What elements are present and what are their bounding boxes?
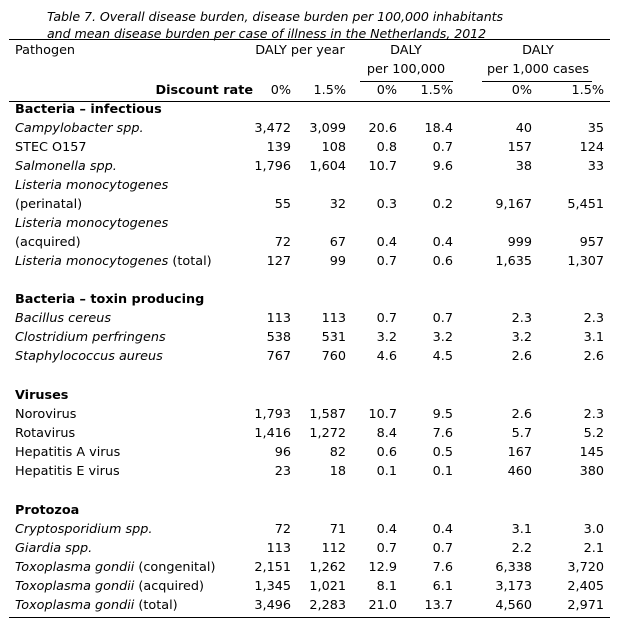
pathogen-name bbox=[15, 579, 204, 595]
table-cell: 5.2 bbox=[583, 426, 604, 441]
table-cell: 3,173 bbox=[495, 579, 532, 594]
table-cell: 2,283 bbox=[309, 598, 346, 613]
table-cell: 0.4 bbox=[432, 522, 453, 537]
table-cell: 3,472 bbox=[254, 121, 291, 136]
table-cell: 23 bbox=[274, 464, 291, 479]
header-pct-0-a: 0% bbox=[270, 83, 291, 98]
table-cell: 113 bbox=[266, 311, 291, 326]
table-cell: 21.0 bbox=[368, 598, 397, 613]
header-rule-100000 bbox=[360, 81, 453, 82]
pathogen-name bbox=[15, 464, 120, 480]
table-cell: 3,720 bbox=[567, 560, 604, 575]
table-cell: 0.4 bbox=[376, 522, 397, 537]
table-cell: 1,416 bbox=[254, 426, 291, 441]
table-top-rule bbox=[9, 39, 610, 40]
table-cell: 0.1 bbox=[376, 464, 397, 479]
header-pct-15-c: 1.5% bbox=[571, 83, 604, 98]
table-cell: 2,971 bbox=[567, 598, 604, 613]
table-cell: 55 bbox=[274, 197, 291, 212]
pathogen-name bbox=[15, 311, 111, 327]
pathogen-qualifier: (acquired) bbox=[15, 235, 81, 250]
table-cell: 12.9 bbox=[368, 560, 397, 575]
table-cell: 8.4 bbox=[376, 426, 397, 441]
table-cell: 99 bbox=[329, 254, 346, 269]
table-cell: 113 bbox=[266, 541, 291, 556]
header-pathogen: Pathogen bbox=[15, 43, 76, 58]
table-cell: 2.6 bbox=[583, 349, 604, 364]
table-cell: 6.1 bbox=[432, 579, 453, 594]
pathogen-label: Hepatitis E virus bbox=[15, 464, 120, 479]
table-cell: 460 bbox=[507, 464, 532, 479]
table-cell: 33 bbox=[587, 159, 604, 174]
table-cell: 4.6 bbox=[376, 349, 397, 364]
table-cell: 1,587 bbox=[309, 407, 346, 422]
pathogen-name bbox=[15, 159, 117, 175]
pathogen-qualifier: (acquired) bbox=[134, 579, 205, 594]
pathogen-label: Toxoplasma gondii bbox=[15, 560, 135, 575]
pathogen-name bbox=[15, 330, 166, 346]
pathogen-name bbox=[15, 407, 76, 423]
table-cell: 0.7 bbox=[376, 311, 397, 326]
table-cell: 0.4 bbox=[376, 235, 397, 250]
table-cell: 0.7 bbox=[432, 311, 453, 326]
pathogen-label: Rotavirus bbox=[15, 426, 76, 441]
table-bottom-rule bbox=[9, 617, 610, 618]
table-cell: 5,451 bbox=[567, 197, 604, 212]
caption-line-2: and mean disease burden per case of illness in the Netherlands, 2012 bbox=[47, 25, 487, 41]
table-cell: 18 bbox=[329, 464, 346, 479]
table-cell: 145 bbox=[579, 445, 604, 460]
table-cell: 0.8 bbox=[376, 140, 397, 155]
table-cell: 6,338 bbox=[495, 560, 532, 575]
pathogen-name bbox=[15, 560, 215, 576]
table-cell: 1,793 bbox=[254, 407, 291, 422]
table-cell: 1,796 bbox=[254, 159, 291, 174]
table-cell: 35 bbox=[587, 121, 604, 136]
table-cell: 0.4 bbox=[432, 235, 453, 250]
pathogen-name bbox=[15, 598, 178, 614]
pathogen-name bbox=[15, 426, 75, 442]
table-cell: 0.7 bbox=[432, 541, 453, 556]
header-daly-per-year: DALY per year bbox=[255, 43, 345, 58]
table-cell: 9,167 bbox=[495, 197, 532, 212]
table-cell: 5.7 bbox=[511, 426, 532, 441]
table-cell: 3.1 bbox=[511, 522, 532, 537]
pathogen-name bbox=[15, 178, 168, 194]
table-cell: 2,405 bbox=[567, 579, 604, 594]
table-cell: 2.3 bbox=[511, 311, 532, 326]
table-cell: 3.2 bbox=[376, 330, 397, 345]
table-cell: 0.5 bbox=[432, 445, 453, 460]
table-cell: 3.0 bbox=[583, 522, 604, 537]
pathogen-label: STEC O157 bbox=[15, 140, 87, 155]
table-cell: 0.3 bbox=[376, 197, 397, 212]
pathogen-name bbox=[15, 216, 168, 232]
table-cell: 124 bbox=[579, 140, 604, 155]
section-title: Protozoa bbox=[15, 503, 80, 518]
table-cell: 108 bbox=[321, 140, 346, 155]
table-cell: 32 bbox=[329, 197, 346, 212]
pathogen-label: Salmonella spp. bbox=[15, 159, 117, 174]
table-caption bbox=[47, 9, 607, 42]
table-cell: 0.6 bbox=[432, 254, 453, 269]
table-cell: 0.7 bbox=[376, 254, 397, 269]
pathogen-label: Toxoplasma gondii bbox=[15, 598, 135, 613]
table-cell: 139 bbox=[266, 140, 291, 155]
pathogen-label: Clostridium perfringens bbox=[15, 330, 166, 345]
pathogen-name bbox=[15, 445, 120, 461]
pathogen-label: Listeria monocytogenes bbox=[15, 178, 169, 193]
table-cell: 2.6 bbox=[511, 349, 532, 364]
caption-line-1: Table 7. Overall disease burden, disease burden per 100,000 inhabitants bbox=[47, 9, 504, 24]
header-per-100000: per 100,000 bbox=[366, 62, 446, 77]
table-cell: 1,635 bbox=[495, 254, 532, 269]
pathogen-name bbox=[15, 140, 87, 156]
table-cell: 1,021 bbox=[309, 579, 346, 594]
pathogen-qualifier: (perinatal) bbox=[15, 197, 83, 212]
table-cell: 1,272 bbox=[309, 426, 346, 441]
table-cell: 0.7 bbox=[432, 140, 453, 155]
table-cell: 2.3 bbox=[583, 311, 604, 326]
table-cell: 20.6 bbox=[368, 121, 397, 136]
pathogen-qualifier: (total) bbox=[168, 254, 212, 269]
table-cell: 767 bbox=[266, 349, 291, 364]
table-cell: 7.6 bbox=[432, 426, 453, 441]
pathogen-label: Cryptosporidium spp. bbox=[15, 522, 153, 537]
table-cell: 0.2 bbox=[432, 197, 453, 212]
pathogen-label: Listeria monocytogenes bbox=[15, 216, 169, 231]
table-cell: 1,345 bbox=[254, 579, 291, 594]
pathogen-label: Toxoplasma gondii bbox=[15, 579, 135, 594]
table-cell: 9.6 bbox=[432, 159, 453, 174]
header-pct-15-b: 1.5% bbox=[420, 83, 453, 98]
table-cell: 157 bbox=[507, 140, 532, 155]
table-cell: 3.2 bbox=[432, 330, 453, 345]
table-cell: 71 bbox=[329, 522, 346, 537]
pathogen-label: Giardia spp. bbox=[15, 541, 93, 556]
pathogen-name bbox=[15, 541, 92, 557]
table-cell: 127 bbox=[266, 254, 291, 269]
table-cell: 3,496 bbox=[254, 598, 291, 613]
pathogen-name bbox=[15, 522, 152, 538]
table-cell: 82 bbox=[329, 445, 346, 460]
table-cell: 8.1 bbox=[376, 579, 397, 594]
pathogen-qualifier: (total) bbox=[134, 598, 178, 613]
table-cell: 4.5 bbox=[432, 349, 453, 364]
table-cell: 0.7 bbox=[376, 541, 397, 556]
table-cell: 113 bbox=[321, 311, 346, 326]
pathogen-label: Staphylococcus aureus bbox=[15, 349, 163, 364]
table-cell: 760 bbox=[321, 349, 346, 364]
table-cell: 531 bbox=[321, 330, 346, 345]
pathogen-name bbox=[15, 349, 163, 365]
table-cell: 0.6 bbox=[376, 445, 397, 460]
header-pct-0-b: 0% bbox=[376, 83, 397, 98]
table-cell: 10.7 bbox=[368, 407, 397, 422]
table-cell: 72 bbox=[274, 522, 291, 537]
table-cell: 112 bbox=[321, 541, 346, 556]
section-title: Bacteria – infectious bbox=[15, 102, 162, 117]
table-cell: 999 bbox=[507, 235, 532, 250]
header-daly: DALY bbox=[390, 43, 422, 58]
table-cell: 3.2 bbox=[511, 330, 532, 345]
table-cell: 67 bbox=[329, 235, 346, 250]
table-cell: 2.2 bbox=[511, 541, 532, 556]
table-cell: 1,262 bbox=[309, 560, 346, 575]
table-cell: 2.1 bbox=[583, 541, 604, 556]
table-cell: 13.7 bbox=[424, 598, 453, 613]
table-cell: 957 bbox=[579, 235, 604, 250]
table-cell: 2,151 bbox=[254, 560, 291, 575]
table-cell: 10.7 bbox=[368, 159, 397, 174]
table-cell: 96 bbox=[274, 445, 291, 460]
table-cell: 1,604 bbox=[309, 159, 346, 174]
pathogen-label: Campylobacter spp. bbox=[15, 121, 144, 136]
pathogen-label: Bacillus cereus bbox=[15, 311, 111, 326]
table-cell: 167 bbox=[507, 445, 532, 460]
pathogen-label: Hepatitis A virus bbox=[15, 445, 121, 460]
table-cell: 538 bbox=[266, 330, 291, 345]
pathogen-qualifier: (congenital) bbox=[134, 560, 216, 575]
header-per-1000-cases: per 1,000 cases bbox=[486, 62, 590, 77]
header-pct-15-a: 1.5% bbox=[313, 83, 346, 98]
table-cell: 38 bbox=[515, 159, 532, 174]
table-cell: 18.4 bbox=[424, 121, 453, 136]
table-cell: 3.1 bbox=[583, 330, 604, 345]
table-cell: 3,099 bbox=[309, 121, 346, 136]
table-cell: 0.1 bbox=[432, 464, 453, 479]
pathogen-label: Listeria monocytogenes bbox=[15, 254, 169, 269]
pathogen-name bbox=[15, 254, 212, 270]
pathogen-label: Norovirus bbox=[15, 407, 77, 422]
header-daly-cases: DALY bbox=[522, 43, 554, 58]
pathogen-name bbox=[15, 121, 144, 137]
table-cell: 1,307 bbox=[567, 254, 604, 269]
table-cell: 2.6 bbox=[511, 407, 532, 422]
header-pct-0-c: 0% bbox=[511, 83, 532, 98]
table-cell: 4,560 bbox=[495, 598, 532, 613]
table-cell: 2.3 bbox=[583, 407, 604, 422]
table-cell: 72 bbox=[274, 235, 291, 250]
section-title: Bacteria – toxin producing bbox=[15, 292, 205, 307]
header-rule-1000-cases bbox=[482, 81, 592, 82]
table-cell: 380 bbox=[579, 464, 604, 479]
section-title: Viruses bbox=[15, 388, 69, 403]
table-cell: 9.5 bbox=[432, 407, 453, 422]
table-cell: 7.6 bbox=[432, 560, 453, 575]
table-cell: 40 bbox=[515, 121, 532, 136]
header-discount-rate: Discount rate bbox=[155, 83, 253, 98]
